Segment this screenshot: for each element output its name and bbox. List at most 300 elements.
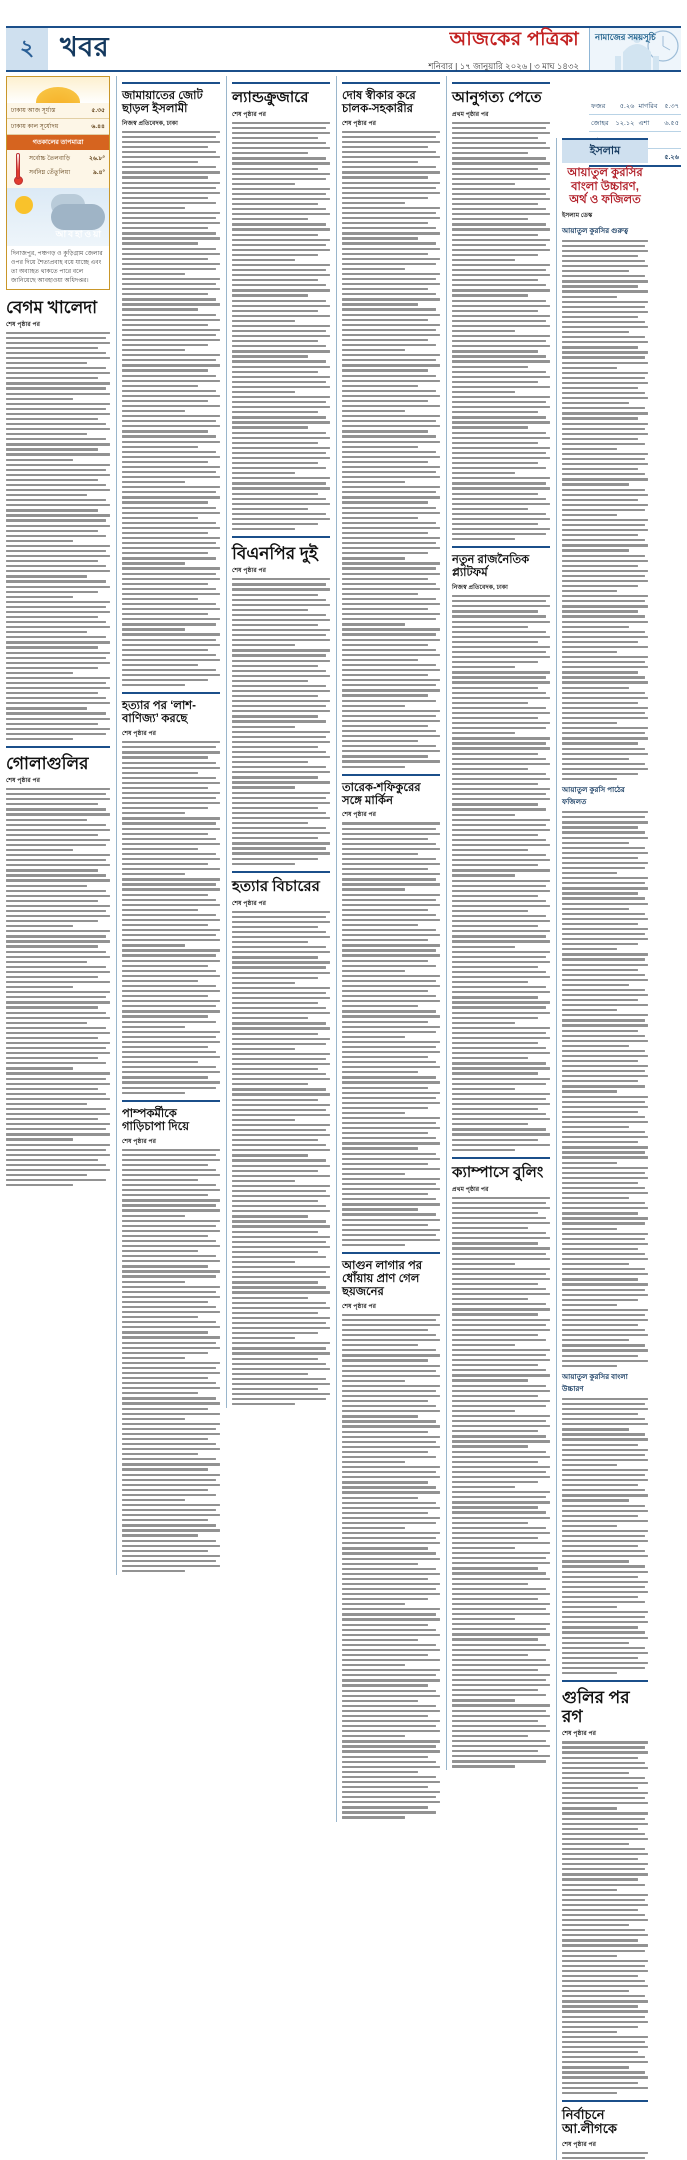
- text-line: [452, 310, 538, 312]
- text-line: [452, 1578, 550, 1580]
- text-line: [6, 530, 98, 532]
- text-line: [342, 1349, 436, 1351]
- text-line: [6, 570, 110, 572]
- text-line: [452, 376, 550, 378]
- text-line: [6, 616, 98, 618]
- text-line: [562, 539, 645, 541]
- text-line: [342, 1512, 428, 1514]
- text-line: [342, 1142, 440, 1144]
- text-line: [6, 489, 110, 491]
- text-line: [562, 560, 648, 562]
- text-line: [562, 842, 629, 844]
- article-headline[interactable]: গুলির পর রগ: [562, 1688, 630, 1727]
- text-line: [342, 298, 440, 300]
- text-line: [562, 240, 648, 242]
- text-line: [452, 1334, 538, 1336]
- text-line: [452, 132, 550, 134]
- text-line: [342, 1319, 436, 1321]
- text-line: [452, 330, 515, 332]
- text-line: [452, 416, 546, 418]
- article-headline[interactable]: বিএনপির দুই: [232, 544, 318, 564]
- text-line: [452, 753, 538, 755]
- article: [342, 774, 440, 1246]
- text-line: [562, 478, 648, 480]
- article-paragraph: [6, 332, 110, 400]
- text-line: [232, 1205, 326, 1207]
- text-line: [342, 1517, 440, 1519]
- text-line: [6, 667, 98, 669]
- article-headline[interactable]: হত্যার পর ‘লাশ-বাণিজ্য’ করছে: [122, 700, 196, 726]
- text-line: [122, 1215, 185, 1217]
- text-line: [122, 339, 220, 341]
- text-line: [342, 182, 440, 184]
- text-line: [122, 1265, 208, 1267]
- min-temp-row: [29, 167, 105, 178]
- text-line: [232, 1312, 318, 1314]
- text-line: [562, 1647, 645, 1649]
- article-paragraph: [342, 975, 440, 1038]
- article-paragraph: [122, 567, 220, 630]
- text-line: [452, 1072, 538, 1074]
- text-line: [342, 1010, 436, 1012]
- text-line: [342, 146, 428, 148]
- text-line: [232, 977, 318, 979]
- text-line: [342, 273, 440, 275]
- text-line: [562, 1248, 638, 1250]
- text-line: [122, 1514, 220, 1516]
- text-line: [452, 1735, 528, 1737]
- text-line: [452, 1374, 550, 1376]
- text-line: [562, 1060, 638, 1062]
- text-line: [562, 605, 648, 607]
- text-line: [232, 685, 326, 687]
- text-line: [6, 1179, 106, 1181]
- article: [122, 692, 220, 1093]
- article-headline[interactable]: ক্যাম্পাসে বুলিং: [452, 1163, 544, 1181]
- text-line: [562, 250, 648, 252]
- text-line: [342, 573, 440, 575]
- text-line: [122, 960, 220, 962]
- text-line: [342, 1370, 436, 1372]
- text-line: [342, 1552, 436, 1554]
- text-line: [452, 1303, 546, 1305]
- article-paragraph: [232, 792, 330, 865]
- text-line: [342, 914, 436, 916]
- text-line: [232, 776, 318, 778]
- text-line: [122, 990, 220, 992]
- text-line: [232, 1185, 330, 1187]
- text-line: [6, 601, 110, 603]
- text-line: [122, 1453, 198, 1455]
- article-paragraph: [452, 477, 550, 540]
- text-line: [122, 461, 208, 463]
- text-line: [342, 1684, 428, 1686]
- text-line: [232, 634, 326, 636]
- text-line: [562, 1667, 645, 1669]
- text-line: [562, 626, 629, 628]
- text-line: [342, 425, 440, 427]
- column-4: [336, 76, 440, 1822]
- article-headline[interactable]: বেগম খালেদা: [6, 297, 98, 317]
- text-line: [232, 1337, 295, 1339]
- text-line: [342, 664, 436, 666]
- text-line: [452, 621, 550, 623]
- text-line: [562, 1469, 648, 1471]
- text-line: [562, 1162, 617, 1164]
- text-line: [452, 1765, 515, 1767]
- text-line: [6, 525, 110, 527]
- text-line: [562, 913, 645, 915]
- text-line: [122, 593, 220, 595]
- text-line: [122, 298, 216, 300]
- text-line: [452, 320, 546, 322]
- text-line: [122, 1494, 216, 1496]
- text-line: [562, 748, 645, 750]
- text-line: [6, 1083, 110, 1085]
- text-line: [232, 926, 318, 928]
- text-line: [232, 396, 330, 398]
- text-line: [342, 512, 440, 514]
- text-line: [342, 838, 428, 840]
- text-line: [562, 524, 645, 526]
- text-line: [6, 728, 110, 730]
- text-line: [122, 131, 220, 133]
- text-line: [232, 741, 330, 743]
- text-line: [232, 350, 330, 352]
- text-line: [232, 1043, 326, 1045]
- text-line: [122, 929, 220, 931]
- text-line: [342, 578, 428, 580]
- text-line: [452, 1476, 550, 1478]
- text-line: [232, 1159, 326, 1161]
- text-line: [6, 1138, 73, 1140]
- article-paragraph: [232, 987, 330, 1050]
- text-line: [122, 232, 216, 234]
- text-line: [342, 1639, 418, 1641]
- text-line: [562, 1423, 648, 1425]
- text-line: [342, 1644, 436, 1646]
- text-line: [342, 1213, 436, 1215]
- text-line: [452, 1263, 515, 1265]
- text-line: [452, 697, 550, 699]
- text-line: [562, 280, 648, 282]
- text-line: [452, 203, 538, 205]
- text-line: [342, 894, 440, 896]
- text-line: [452, 442, 538, 444]
- text-line: [342, 1163, 428, 1165]
- text-line: [562, 2046, 648, 2048]
- text-line: [6, 869, 98, 871]
- text-line: [122, 1159, 220, 1161]
- text-line: [6, 1133, 110, 1135]
- article-headline[interactable]: দোষ স্বীকার করে চালক-সহকারীর: [342, 90, 416, 115]
- text-line: [342, 598, 436, 600]
- text-line: [452, 1217, 546, 1219]
- article-byline: শেষ পৃষ্ঠার পর: [562, 2141, 597, 2148]
- text-line: [122, 1015, 208, 1017]
- article-headline[interactable]: গোলাগুলির: [6, 754, 89, 774]
- text-line: [122, 1438, 208, 1440]
- page-number: ২: [6, 28, 48, 70]
- text-line: [562, 1167, 648, 1169]
- text-line: [452, 1552, 550, 1554]
- text-line: [562, 773, 638, 775]
- text-line: [562, 692, 645, 694]
- text-line: [6, 611, 110, 613]
- text-line: [562, 351, 648, 353]
- text-line: [452, 661, 538, 663]
- text-line: [122, 954, 216, 956]
- text-line: [342, 1431, 428, 1433]
- text-line: [562, 1228, 617, 1230]
- article: [122, 82, 220, 686]
- text-line: [6, 1093, 106, 1095]
- text-line: [452, 350, 538, 352]
- article-headline[interactable]: ল্যান্ডক্রুজারে: [232, 89, 309, 106]
- text-line: [562, 1014, 648, 1016]
- text-line: [342, 547, 440, 549]
- text-line: [122, 557, 216, 559]
- text-line: [6, 464, 110, 466]
- text-line: [342, 853, 418, 855]
- text-line: [452, 1583, 528, 1585]
- text-line: [122, 1509, 216, 1511]
- text-line: [452, 1471, 546, 1473]
- thermometer-icon: [7, 150, 29, 188]
- text-line: [562, 245, 645, 247]
- text-line: [6, 702, 110, 704]
- text-line: [342, 1669, 440, 1671]
- text-line: [342, 934, 440, 936]
- text-line: [452, 360, 550, 362]
- article-paragraph: [342, 1117, 440, 1175]
- text-line: [6, 945, 98, 947]
- text-line: [342, 1324, 440, 1326]
- text-line: [342, 334, 440, 336]
- text-line: [232, 852, 330, 854]
- text-line: [342, 339, 428, 341]
- text-line: [342, 242, 436, 244]
- article-headline[interactable]: জামায়াতের জোট ছাড়ল ইসলামী: [122, 90, 203, 115]
- text-line: [562, 2036, 648, 2038]
- text-line: [452, 707, 546, 709]
- text-line: [562, 1621, 648, 1623]
- text-line: [232, 523, 318, 525]
- text-line: [562, 1319, 648, 1321]
- weather-widget: [6, 76, 110, 290]
- text-line: [6, 545, 110, 547]
- islam-section-label: ইসলাম: [562, 138, 648, 163]
- text-line: [562, 555, 645, 557]
- text-line: [122, 273, 185, 275]
- text-line: [562, 2016, 645, 2018]
- text-line: [562, 857, 638, 859]
- text-line: [452, 1232, 546, 1234]
- column-6: [556, 138, 648, 2160]
- text-line: [122, 583, 208, 585]
- text-line: [562, 1238, 645, 1240]
- text-line: [452, 976, 550, 978]
- article-paragraph: [232, 325, 330, 393]
- text-line: [342, 965, 436, 967]
- text-line: [342, 1502, 436, 1504]
- text-line: [122, 263, 220, 265]
- text-line: [562, 621, 648, 623]
- article-paragraph: [122, 817, 220, 875]
- text-line: [562, 1268, 645, 1270]
- text-line: [122, 949, 220, 951]
- text-line: [562, 2021, 648, 2023]
- text-line: [122, 1433, 220, 1435]
- text-line: [452, 1103, 550, 1105]
- text-line: [122, 578, 220, 580]
- article-headline[interactable]: পাম্পকর্মীকে গাড়িচাপা দিয়ে: [122, 1107, 189, 1133]
- text-line: [562, 1299, 638, 1301]
- text-line: [122, 1540, 216, 1542]
- text-line: [562, 321, 645, 323]
- text-line: [342, 1158, 440, 1160]
- text-line: [342, 939, 428, 941]
- article: [342, 82, 440, 768]
- text-line: [562, 1283, 648, 1285]
- masthead: [6, 26, 681, 72]
- text-line: [452, 1313, 538, 1315]
- text-line: [562, 918, 648, 920]
- text-line: [122, 1418, 185, 1420]
- text-line: [6, 966, 106, 968]
- text-line: [452, 183, 515, 185]
- text-line: [342, 319, 428, 321]
- article-headline[interactable]: হত্যার বিচারের: [232, 877, 320, 895]
- text-line: [562, 897, 645, 899]
- text-line: [122, 1458, 216, 1460]
- article-paragraph: [562, 372, 648, 450]
- text-line: [122, 136, 216, 138]
- text-line: [342, 471, 436, 473]
- text-line: [122, 756, 208, 758]
- article-divider: [122, 1100, 220, 1102]
- text-line: [342, 283, 440, 285]
- text-line: [342, 899, 436, 901]
- text-line: [342, 1229, 440, 1231]
- text-line: [342, 1486, 436, 1488]
- text-line: [452, 1098, 546, 1100]
- article-headline[interactable]: তারেক-শফিকুরের সঙ্গে মার্কিন: [342, 781, 421, 807]
- text-line: [562, 387, 638, 389]
- text-line: [342, 654, 440, 656]
- article-byline: শেষ পৃষ্ঠার পর: [122, 730, 157, 738]
- text-line: [562, 275, 645, 277]
- text-line: [342, 1603, 405, 1605]
- text-line: [562, 641, 638, 643]
- article-headline[interactable]: নির্বাচনে আ.লীগকে: [562, 2106, 618, 2137]
- text-line: [6, 1113, 110, 1115]
- text-line: [122, 430, 208, 432]
- text-line: [452, 951, 550, 953]
- text-line: [232, 690, 330, 692]
- text-line: [342, 1127, 440, 1129]
- article-headline[interactable]: নতুন রাজনৈতিক প্ল্যাটফর্ম: [452, 554, 530, 580]
- text-line: [232, 599, 326, 601]
- text-line: [342, 435, 436, 437]
- text-line: [342, 980, 436, 982]
- article-paragraph: [562, 953, 648, 1011]
- text-line: [6, 712, 106, 714]
- article-paragraph: [452, 1027, 550, 1090]
- sunrise-row: [7, 119, 109, 135]
- article-headline[interactable]: আনুগত্য পেতে: [452, 89, 542, 106]
- text-line: [342, 1608, 440, 1610]
- text-line: [562, 1520, 648, 1522]
- text-line: [562, 989, 645, 991]
- text-line: [562, 1525, 617, 1527]
- prayer-name: মাগরিব: [636, 98, 661, 115]
- article: [562, 1680, 648, 2094]
- article-paragraph: [232, 578, 330, 646]
- text-line: [232, 137, 318, 139]
- text-line: [342, 1117, 440, 1119]
- text-line: [232, 670, 326, 672]
- text-line: [452, 1128, 546, 1130]
- text-line: [452, 783, 538, 785]
- text-line: [452, 905, 550, 907]
- text-line: [6, 1144, 110, 1146]
- text-line: [122, 405, 220, 407]
- text-line: [232, 1134, 330, 1136]
- text-line: [562, 1950, 645, 1952]
- article-headline[interactable]: আগুন লাগার পর ধোঁয়ায় প্রাণ গেল ছয়জনের: [342, 1260, 423, 1298]
- text-line: [452, 895, 538, 897]
- text-line: [232, 213, 330, 215]
- article-paragraph: [452, 188, 550, 261]
- article-paragraph: [342, 486, 440, 559]
- text-line: [232, 198, 330, 200]
- text-line: [342, 873, 440, 875]
- text-line: [562, 1217, 648, 1219]
- text-line: [562, 2061, 648, 2063]
- article-paragraph: [232, 911, 330, 984]
- text-line: [562, 646, 648, 648]
- text-line: [562, 1449, 648, 1451]
- text-line: [452, 1227, 528, 1229]
- text-line: [562, 1858, 638, 1860]
- text-line: [562, 656, 648, 658]
- article-paragraph: [562, 1812, 648, 1890]
- article-paragraph: [122, 1220, 220, 1283]
- text-line: [232, 269, 326, 271]
- text-line: [452, 1324, 546, 1326]
- article-paragraph: [562, 301, 648, 369]
- text-line: [342, 1740, 440, 1742]
- text-line: [342, 1026, 440, 1028]
- text-line: [232, 462, 318, 464]
- text-line: [232, 1124, 330, 1126]
- text-line: [342, 613, 440, 615]
- text-line: [342, 1390, 436, 1392]
- article-paragraph: [342, 1608, 440, 1666]
- text-line: [6, 377, 98, 379]
- text-line: [342, 207, 440, 209]
- article-byline: প্রথম পৃষ্ঠার পর: [452, 1185, 489, 1193]
- text-line: [122, 965, 208, 967]
- text-line: [562, 2071, 645, 2073]
- text-line: [6, 519, 106, 521]
- text-line: [342, 466, 440, 468]
- article-paragraph: [122, 1423, 220, 1501]
- text-line: [452, 1197, 550, 1199]
- text-line: [6, 626, 110, 628]
- text-line: [452, 676, 546, 678]
